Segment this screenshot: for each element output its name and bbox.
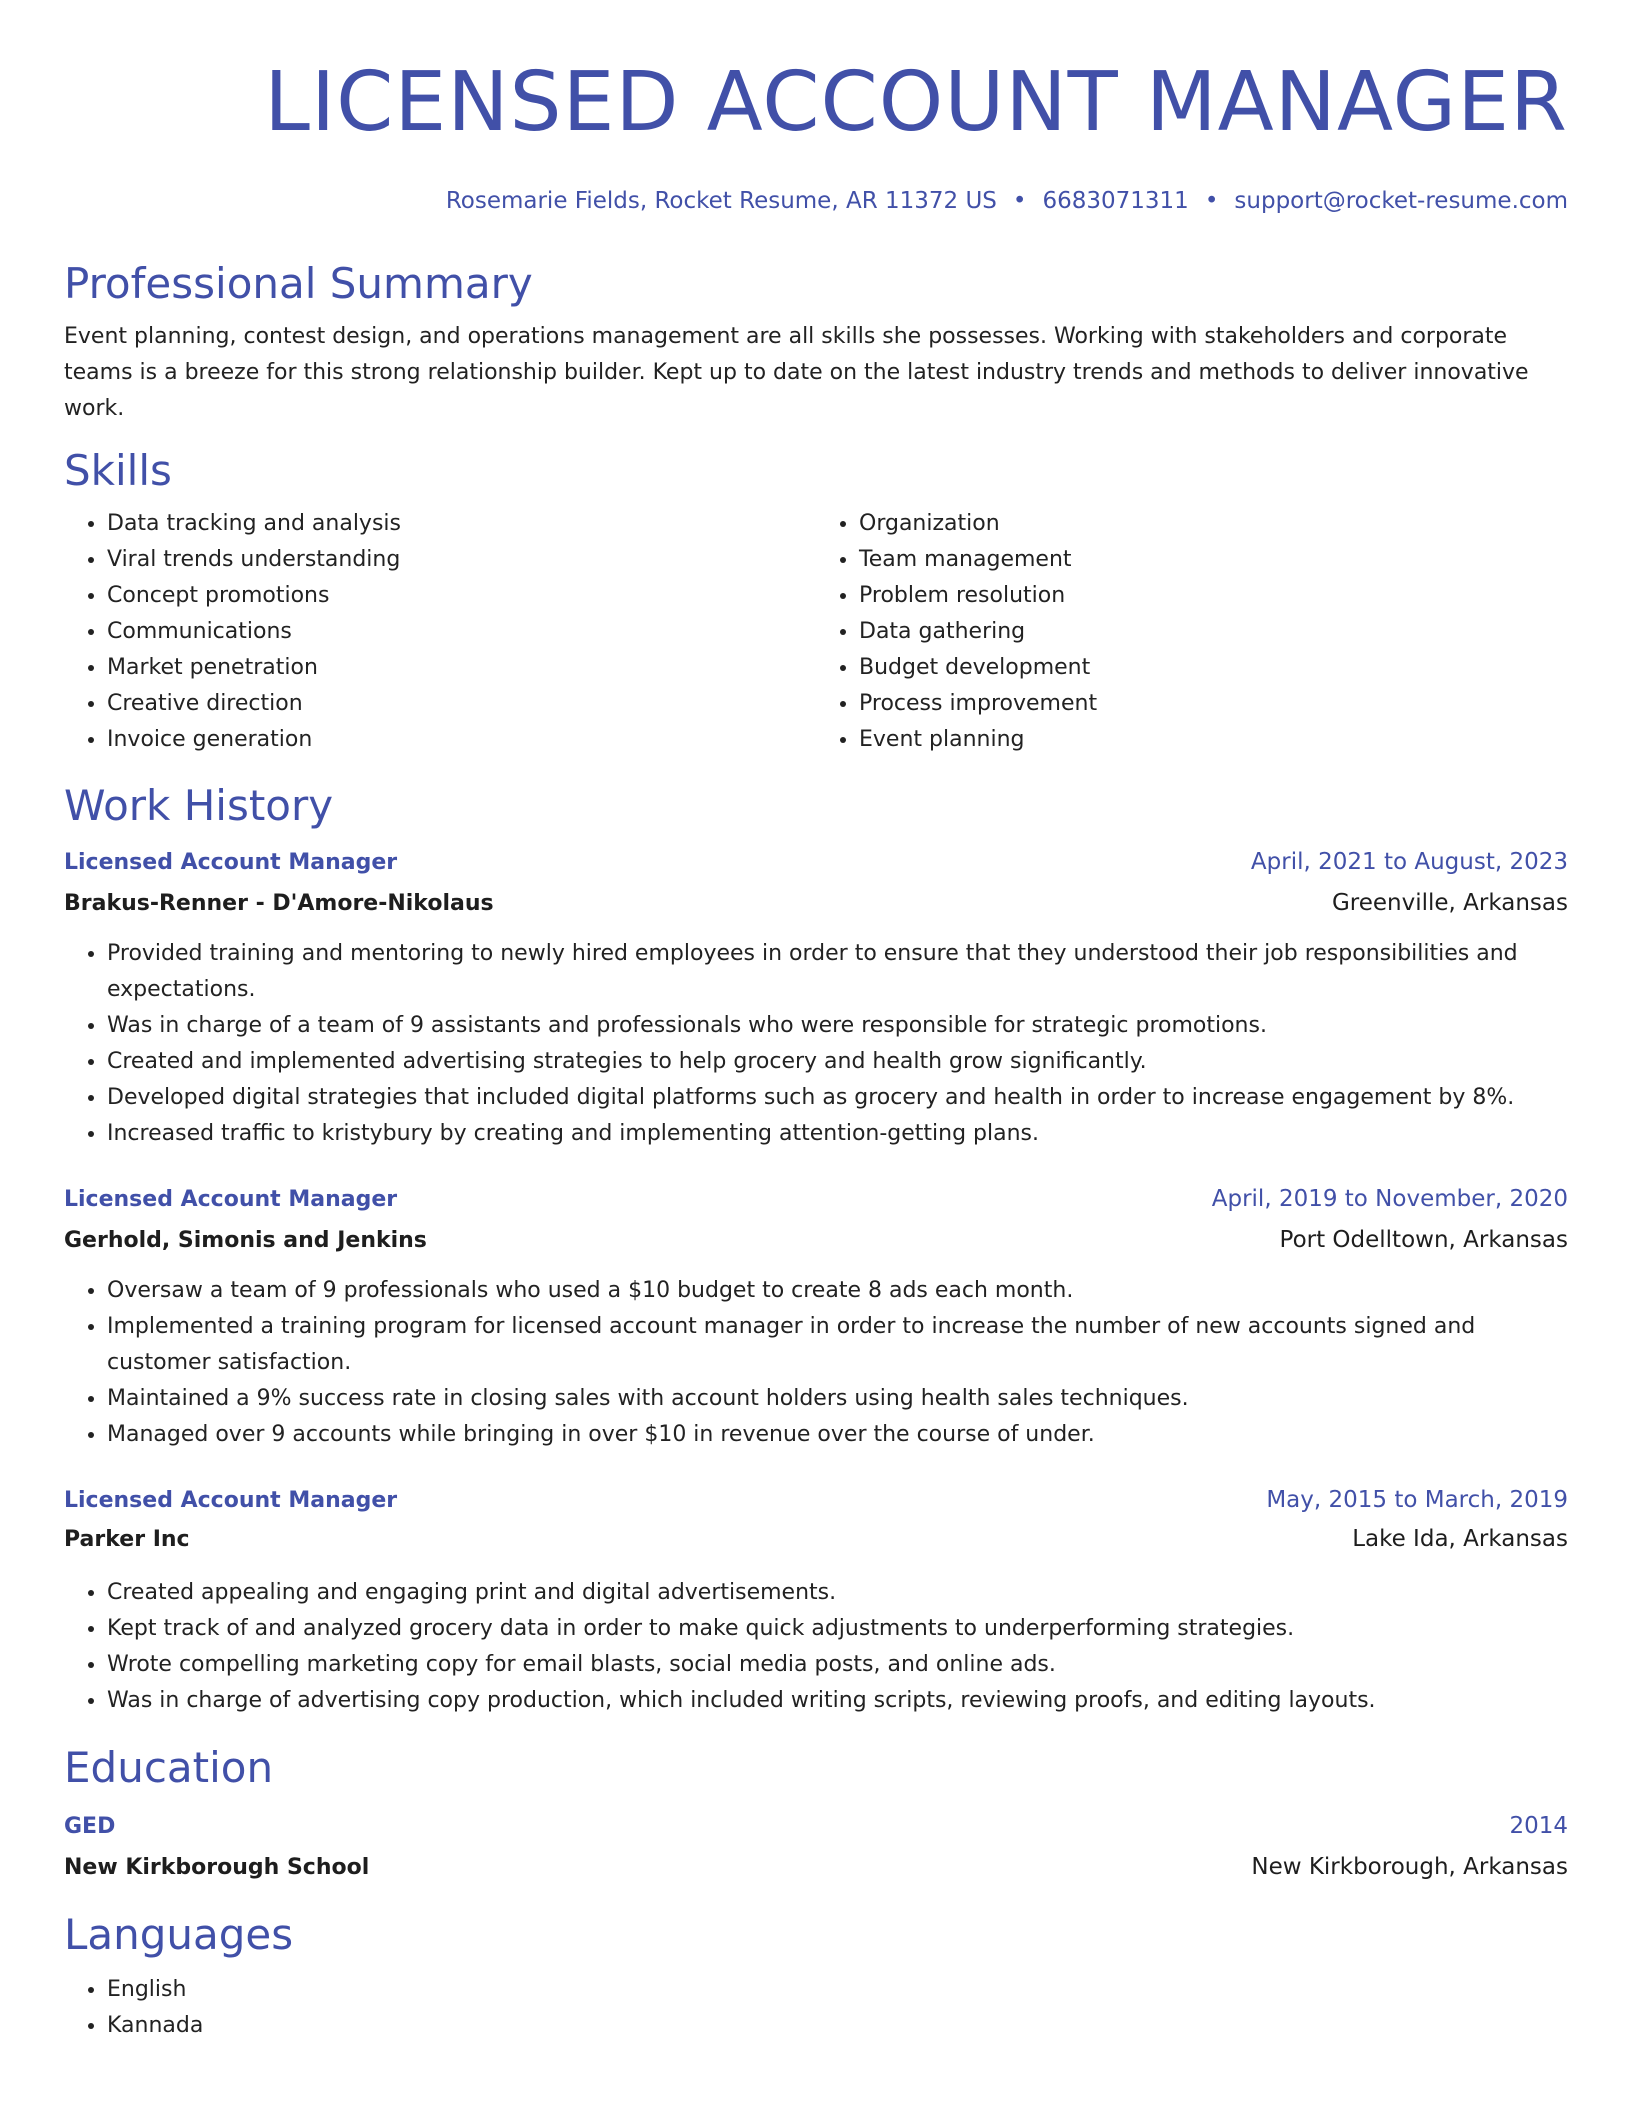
skill-item: • Event planning (859, 722, 1568, 758)
language-item: • Kannada (107, 2008, 1568, 2044)
skill-item: • Organization (859, 506, 1568, 542)
skill-item: • Invoice generation (107, 722, 816, 758)
job-bullet: • Was in charge of a team of 9 assistants and professionals who were responsible for strategic promotions. (107, 1008, 1568, 1044)
languages-heading: Languages (64, 1910, 294, 1959)
job-company: Brakus-Renner - D'Amore-Nikolaus (64, 891, 494, 916)
job-company-row (64, 1222, 1568, 1259)
education-year: 2014 (1509, 1813, 1568, 1839)
summary-heading: Professional Summary (64, 259, 533, 308)
skill-item: • Concept promotions (107, 578, 816, 614)
resume-title: LICENSED ACCOUNT MANAGER (264, 55, 1568, 150)
work-history-heading: Work History (64, 781, 334, 830)
skills-heading: Skills (64, 446, 172, 495)
job-bullets (64, 1273, 1568, 1453)
skills-columns (64, 506, 1568, 758)
education-degree: GED (64, 1814, 116, 1839)
job-bullet: • Wrote compelling marketing copy for email blasts, social media posts, and online ads. (107, 1647, 1568, 1683)
skill-item: • Data tracking and analysis (107, 506, 816, 542)
job-bullet: • Maintained a 9% success rate in closing sales with account holders using health sales techniques. (107, 1381, 1568, 1417)
job-dates: April, 2019 to November, 2020 (1211, 1186, 1568, 1212)
job-role: Licensed Account Manager (64, 850, 398, 875)
summary-text: Event planning, contest design, and operations management are all skills she possesses. Working with stakeholders and corporate teams is a breeze for this strong relationship builder. Kept up to date on the latest industry trends and methods to deliver innovative work. (64, 324, 1529, 421)
skill-item: • Process improvement (859, 686, 1568, 722)
job-title-row (64, 844, 1568, 881)
job-role: Licensed Account Manager (64, 1488, 398, 1513)
skill-item: • Viral trends understanding (107, 542, 816, 578)
job-bullet: • Was in charge of advertising copy production, which included writing scripts, reviewing proofs, and editing layouts. (107, 1683, 1568, 1719)
job-bullet: • Provided training and mentoring to newly hired employees in order to ensure that they understood their job responsibilities and expectations. (107, 936, 1568, 1008)
job-role: Licensed Account Manager (64, 1187, 398, 1212)
job-entry (64, 1181, 1568, 1453)
job-entry (64, 1482, 1568, 1719)
job-bullets (64, 936, 1568, 1152)
skills-list-left (64, 506, 816, 758)
skill-item: • Market penetration (107, 650, 816, 686)
education-heading: Education (64, 1743, 274, 1792)
job-bullet: • Kept track of and analyzed grocery data in order to make quick adjustments to underperforming strategies. (107, 1611, 1568, 1647)
job-entry (64, 844, 1568, 1152)
job-bullet: • Created and implemented advertising strategies to help grocery and health grow significantly. (107, 1044, 1568, 1080)
contact-address: Rosemarie Fields, Rocket Resume, AR 11372 US (445, 188, 997, 214)
job-bullet: • Developed digital strategies that included digital platforms such as grocery and health in order to increase engagement by 8%. (107, 1080, 1568, 1116)
skill-item: • Creative direction (107, 686, 816, 722)
contact-separator: • (1204, 188, 1219, 214)
job-bullet: • Oversaw a team of 9 professionals who used a $10 budget to create 8 ads each month. (107, 1273, 1568, 1309)
job-bullet: • Managed over 9 accounts while bringing in over $10 in revenue over the course of under. (107, 1417, 1568, 1453)
job-location: Port Odelltown, Arkansas (1279, 1227, 1568, 1253)
job-dates: April, 2021 to August, 2023 (1250, 849, 1568, 875)
job-company: Parker Inc (64, 1527, 190, 1552)
job-bullet: • Increased traffic to kristybury by creating and implementing attention-getting plans. (107, 1116, 1568, 1152)
job-title-row (64, 1181, 1568, 1218)
skill-item: • Team management (859, 542, 1568, 578)
job-bullet: • Created appealing and engaging print and digital advertisements. (107, 1575, 1568, 1611)
job-company-row (64, 885, 1568, 922)
job-location: Greenville, Arkansas (1331, 890, 1568, 916)
contact-phone: 6683071311 (1042, 188, 1189, 214)
job-location: Lake Ida, Arkansas (1352, 1526, 1568, 1552)
education-entry (64, 1808, 1568, 1886)
job-title-row (64, 1482, 1568, 1519)
job-dates: May, 2015 to March, 2019 (1266, 1487, 1568, 1513)
education-location: New Kirkborough, Arkansas (1251, 1854, 1568, 1880)
education-school-row (64, 1849, 1568, 1886)
contact-line (64, 186, 1568, 216)
job-company-row (64, 1521, 1568, 1558)
contact-email: support@rocket-resume.com (1234, 188, 1568, 214)
skill-item: • Data gathering (859, 614, 1568, 650)
education-school: New Kirkborough School (64, 1855, 370, 1880)
skill-item: • Communications (107, 614, 816, 650)
job-bullets (64, 1575, 1568, 1719)
skill-item: • Problem resolution (859, 578, 1568, 614)
skills-list-right (816, 506, 1568, 758)
job-company: Gerhold, Simonis and Jenkins (64, 1228, 427, 1253)
skill-item: • Budget development (859, 650, 1568, 686)
education-degree-row (64, 1808, 1568, 1845)
contact-separator: • (1012, 188, 1027, 214)
language-item: • English (107, 1972, 1568, 2008)
job-bullet: • Implemented a training program for licensed account manager in order to increase the number of new accounts signed and customer satisfaction. (107, 1309, 1568, 1381)
languages-list (64, 1972, 1568, 2044)
